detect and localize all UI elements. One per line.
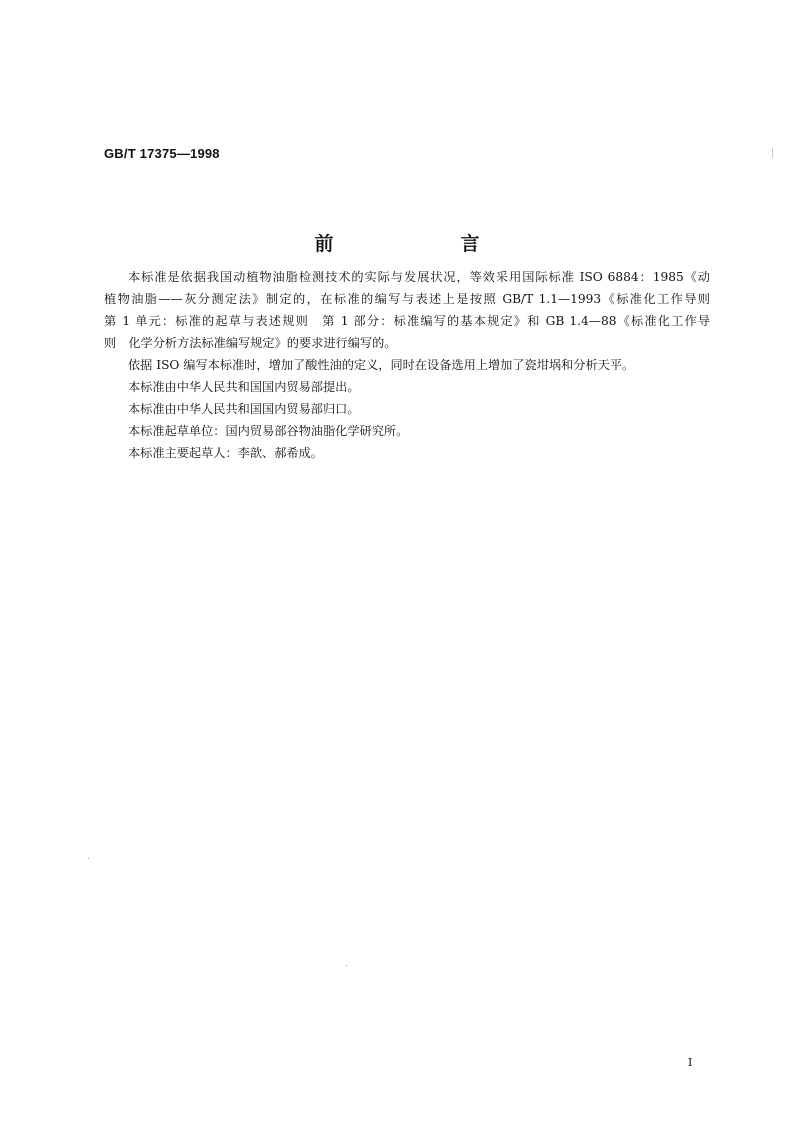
paragraph-line: 本标准是依据我国动植物油脂检测技术的实际与发展状况，等效采用国际标准 ISO 6884：1985《动 [128,270,710,284]
paragraph-line: 本标准主要起草人：李歆、郝希成。 [128,446,323,460]
paragraph-additions [104,354,710,376]
paragraph-administrator [104,398,710,420]
paragraph-line: 本标准由中华人民共和国国内贸易部归口。 [128,402,360,416]
paragraph-line: 本标准由中华人民共和国国内贸易部提出。 [128,380,360,394]
paragraph-drafting-unit [104,420,710,442]
scan-speck [88,858,89,859]
paragraph-line: 植物油脂——灰分测定法》制定的，在标准的编写与表述上是按照 GB/T 1.1—1993《标准化工作导则 [104,292,710,306]
page-title: 前 言 [314,233,534,255]
scan-speck [772,148,773,158]
standard-number: GB/T 17375—1998 [104,146,220,161]
paragraph-proposer [104,376,710,398]
scan-speck [346,965,347,966]
paragraph-line: 则 化学分析方法标准编写规定》的要求进行编写的。 [104,336,397,350]
paragraph-line: 依据 ISO 编写本标准时，增加了酸性油的定义，同时在设备选用上增加了瓷坩埚和分析天平。 [128,358,635,372]
paragraph-scope [104,266,710,354]
foreword-body [104,266,710,464]
paragraph-line: 本标准起草单位：国内贸易部谷物油脂化学研究所。 [128,424,409,438]
paragraph-drafters [104,442,710,464]
page-number: I [688,1056,693,1069]
paragraph-line: 第 1 单元：标准的起草与表述规则 第 1 部分：标准编写的基本规定》和 GB 1.4—88《标准化工作导 [104,314,710,328]
